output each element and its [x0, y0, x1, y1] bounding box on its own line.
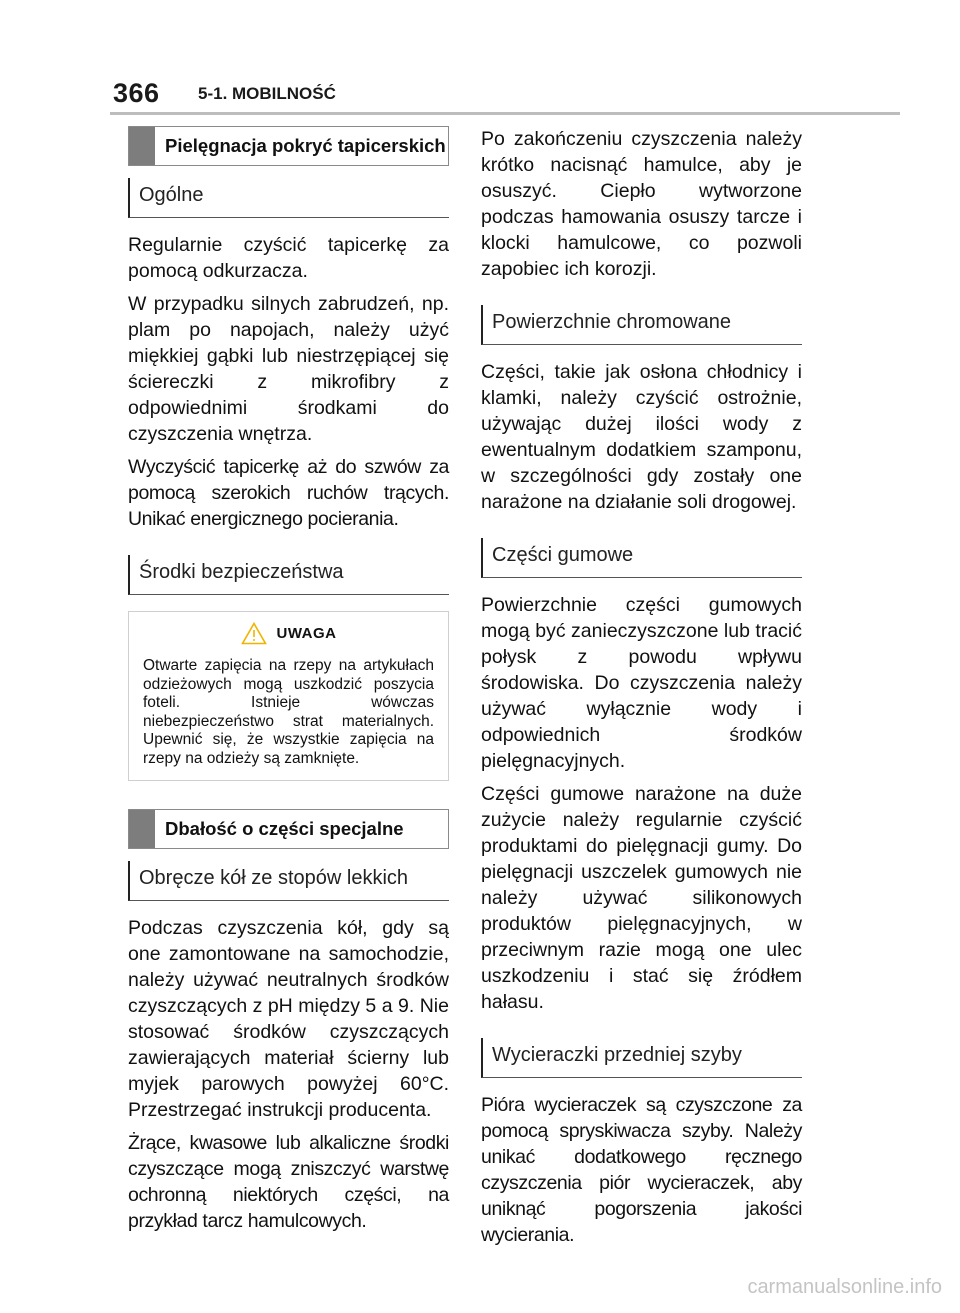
subheading-wipers: Wycieraczki przedniej szyby: [481, 1038, 802, 1078]
warning-text: Otwarte zapięcia na rzepy na artykułach odzieżowych mogą uszkodzić poszycia foteli. Istnieje wówczas niebezpieczeństwo strat materialnych. Upewnić się, że wszystkie zapięcia na rzepy na odzieży są zamknięte.: [143, 657, 434, 767]
page-number: 366: [113, 78, 160, 108]
band-marker: [129, 127, 155, 165]
watermark: carmanualsonline.info: [747, 1276, 942, 1298]
subheading-rubber: Części gumowe: [481, 538, 802, 578]
right-column: [481, 126, 802, 1255]
subheading-general: Ogólne: [128, 178, 449, 218]
paragraph: Podczas czyszczenia kół, gdy są one zamontowane na samochodzie, należy używać neutralnych środków czyszczących z pH między 5 a 9. Nie stosować środków czyszczących zawierających materiał ścierny lub myjek parowych powyżej 60°C. Przestrzegać instrukcji producenta.: [128, 917, 449, 1121]
paragraph: Części gumowe narażone na duże zużycie należy regularnie czyścić produktami do pielęgnacji gumy. Do pielęgnacji uszczelek gumowych nie należy używać silikonowych produktów pielęgnacyjnych, w przeciwnym razie mogą one ulec uszkodzeniu i stać się źródłem hałasu.: [481, 783, 802, 1013]
subheading-rims: Obręcze kół ze stopów lekkich: [128, 861, 449, 901]
header-divider: [110, 112, 900, 115]
subheading-chrome: Powierzchnie chromowane: [481, 305, 802, 345]
paragraph: W przypadku silnych zabrudzeń, np. plam po napojach, należy użyć miękkiej gąbki lub niestrzępiącej się ściereczki z mikrofibry z odpowiednimi środkami do czyszczenia wnętrza.: [128, 293, 449, 445]
section-band-special-parts: [128, 809, 449, 849]
band-title: Dbałość o części specjalne: [165, 818, 404, 839]
page-header: [0, 0, 960, 120]
section-band-upholstery: [128, 126, 449, 166]
paragraph: Wyczyścić tapicerkę aż do szwów za pomocą szerokich ruchów trących. Unikać energicznego pocierania.: [128, 456, 449, 530]
paragraph: Żrące, kwasowe lub alkaliczne środki czyszczące mogą zniszczyć warstwę ochronną niektórych części, na przykład tarcz hamulcowych.: [128, 1132, 449, 1232]
warning-header: [143, 622, 434, 645]
paragraph: Po zakończeniu czyszczenia należy krótko nacisnąć hamulce, aby je osuszyć. Ciepło wytworzone podczas hamowania osuszy tarcze i klocki hamulcowe, co pozwoli zapobiec ich korozji.: [481, 128, 802, 280]
paragraph: Regularnie czyścić tapicerkę za pomocą odkurzacza.: [128, 234, 449, 282]
paragraph: Części, takie jak osłona chłodnicy i klamki, należy czyścić ostrożnie, używając dużej ilości wody z ewentualnym dodatkiem szamponu, w szczególności gdy zostały one narażone na działanie soli drogowej.: [481, 361, 802, 513]
warning-triangle-icon: [241, 622, 267, 645]
subheading-safety: Środki bezpieczeństwa: [128, 555, 449, 595]
warning-title: UWAGA: [276, 625, 337, 642]
band-title: Pielęgnacja pokryć tapicerskich: [165, 135, 446, 156]
band-marker: [129, 810, 155, 848]
paragraph: Pióra wycieraczek są czyszczone za pomocą spryskiwacza szyby. Należy unikać dodatkowego ręcznego czyszczenia piór wycieraczek, aby uniknąć pogorszenia jakości wycierania.: [481, 1094, 802, 1246]
warning-box: [128, 611, 449, 781]
left-column: [128, 126, 449, 1241]
paragraph: Powierzchnie części gumowych mogą być zanieczyszczone lub tracić połysk z powodu wpływu środowiska. Do czyszczenia należy używać wyłącznie wody i odpowiednich środków pielęgnacyjnych.: [481, 594, 802, 772]
section-title: 5-1. MOBILNOŚĆ: [198, 84, 336, 103]
